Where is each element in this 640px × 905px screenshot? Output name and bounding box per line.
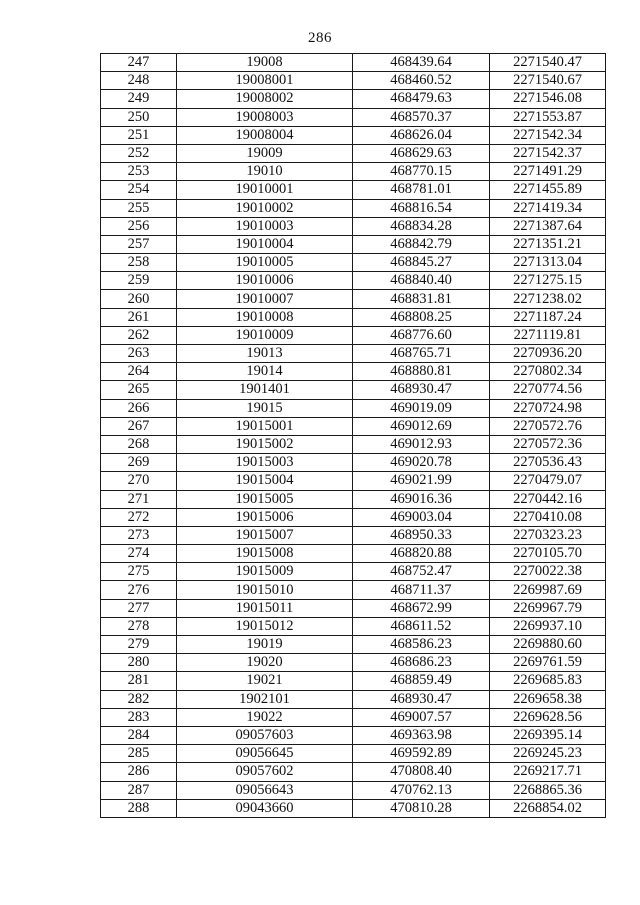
y-coordinate-cell: 2271540.67 (490, 72, 606, 90)
table-row (101, 308, 606, 326)
point-id-cell: 19008 (177, 54, 353, 72)
y-coordinate-cell: 2269937.10 (490, 617, 606, 635)
table-row (101, 581, 606, 599)
y-coordinate-cell: 2270936.20 (490, 345, 606, 363)
table-row (101, 636, 606, 654)
table-row (101, 454, 606, 472)
y-coordinate-cell: 2271540.47 (490, 54, 606, 72)
x-coordinate-cell: 468765.71 (353, 345, 490, 363)
y-coordinate-cell: 2271455.89 (490, 181, 606, 199)
x-coordinate-cell: 470808.40 (353, 763, 490, 781)
x-coordinate-cell: 468439.64 (353, 54, 490, 72)
table-row (101, 472, 606, 490)
row-index-cell: 251 (101, 126, 177, 144)
x-coordinate-cell: 468686.23 (353, 654, 490, 672)
x-coordinate-cell: 469012.69 (353, 417, 490, 435)
y-coordinate-cell: 2270572.76 (490, 417, 606, 435)
point-id-cell: 19015011 (177, 599, 353, 617)
point-id-cell: 19014 (177, 363, 353, 381)
y-coordinate-cell: 2269245.23 (490, 745, 606, 763)
table-row (101, 799, 606, 817)
point-id-cell: 19013 (177, 345, 353, 363)
table-row (101, 272, 606, 290)
row-index-cell: 280 (101, 654, 177, 672)
row-index-cell: 262 (101, 326, 177, 344)
x-coordinate-cell: 469019.09 (353, 399, 490, 417)
y-coordinate-cell: 2271542.34 (490, 126, 606, 144)
x-coordinate-cell: 468834.28 (353, 217, 490, 235)
point-id-cell: 19010002 (177, 199, 353, 217)
x-coordinate-cell: 468859.49 (353, 672, 490, 690)
x-coordinate-cell: 468930.47 (353, 381, 490, 399)
table-row (101, 54, 606, 72)
row-index-cell: 258 (101, 254, 177, 272)
row-index-cell: 287 (101, 781, 177, 799)
row-index-cell: 273 (101, 526, 177, 544)
table-row (101, 235, 606, 253)
x-coordinate-cell: 469020.78 (353, 454, 490, 472)
row-index-cell: 284 (101, 726, 177, 744)
table-row (101, 290, 606, 308)
table-row (101, 617, 606, 635)
point-id-cell: 19015001 (177, 417, 353, 435)
x-coordinate-cell: 468842.79 (353, 235, 490, 253)
y-coordinate-cell: 2270774.56 (490, 381, 606, 399)
row-index-cell: 267 (101, 417, 177, 435)
table-row (101, 781, 606, 799)
y-coordinate-cell: 2271351.21 (490, 235, 606, 253)
x-coordinate-cell: 468845.27 (353, 254, 490, 272)
y-coordinate-cell: 2270022.38 (490, 563, 606, 581)
row-index-cell: 265 (101, 381, 177, 399)
y-coordinate-cell: 2269628.56 (490, 708, 606, 726)
row-index-cell: 257 (101, 235, 177, 253)
point-id-cell: 1902101 (177, 690, 353, 708)
point-id-cell: 19010 (177, 163, 353, 181)
table-row (101, 763, 606, 781)
point-id-cell: 19015003 (177, 454, 353, 472)
row-index-cell: 264 (101, 363, 177, 381)
table-row (101, 217, 606, 235)
x-coordinate-cell: 468586.23 (353, 636, 490, 654)
x-coordinate-cell: 468808.25 (353, 308, 490, 326)
y-coordinate-cell: 2268854.02 (490, 799, 606, 817)
y-coordinate-cell: 2271187.24 (490, 308, 606, 326)
table-row (101, 126, 606, 144)
table-body (101, 54, 606, 818)
point-id-cell: 09056643 (177, 781, 353, 799)
row-index-cell: 268 (101, 435, 177, 453)
x-coordinate-cell: 468776.60 (353, 326, 490, 344)
y-coordinate-cell: 2270323.23 (490, 526, 606, 544)
point-id-cell: 19010003 (177, 217, 353, 235)
point-id-cell: 1901401 (177, 381, 353, 399)
y-coordinate-cell: 2269880.60 (490, 636, 606, 654)
y-coordinate-cell: 2271238.02 (490, 290, 606, 308)
table-row (101, 381, 606, 399)
point-id-cell: 19010006 (177, 272, 353, 290)
table-row (101, 363, 606, 381)
point-id-cell: 19015009 (177, 563, 353, 581)
y-coordinate-cell: 2271387.64 (490, 217, 606, 235)
table-row (101, 254, 606, 272)
row-index-cell: 247 (101, 54, 177, 72)
row-index-cell: 252 (101, 144, 177, 162)
table-row (101, 345, 606, 363)
x-coordinate-cell: 470762.13 (353, 781, 490, 799)
point-id-cell: 19019 (177, 636, 353, 654)
x-coordinate-cell: 469592.89 (353, 745, 490, 763)
point-id-cell: 19008004 (177, 126, 353, 144)
y-coordinate-cell: 2271491.29 (490, 163, 606, 181)
y-coordinate-cell: 2269395.14 (490, 726, 606, 744)
y-coordinate-cell: 2270442.16 (490, 490, 606, 508)
point-id-cell: 19010005 (177, 254, 353, 272)
point-id-cell: 19008003 (177, 108, 353, 126)
y-coordinate-cell: 2271313.04 (490, 254, 606, 272)
x-coordinate-cell: 468880.81 (353, 363, 490, 381)
row-index-cell: 282 (101, 690, 177, 708)
point-id-cell: 19015004 (177, 472, 353, 490)
y-coordinate-cell: 2271542.37 (490, 144, 606, 162)
table-row (101, 163, 606, 181)
table-row (101, 654, 606, 672)
y-coordinate-cell: 2270479.07 (490, 472, 606, 490)
row-index-cell: 266 (101, 399, 177, 417)
row-index-cell: 260 (101, 290, 177, 308)
x-coordinate-cell: 468816.54 (353, 199, 490, 217)
y-coordinate-cell: 2270802.34 (490, 363, 606, 381)
row-index-cell: 271 (101, 490, 177, 508)
coordinates-table-container (100, 53, 605, 818)
row-index-cell: 276 (101, 581, 177, 599)
point-id-cell: 19015002 (177, 435, 353, 453)
row-index-cell: 288 (101, 799, 177, 817)
row-index-cell: 261 (101, 308, 177, 326)
y-coordinate-cell: 2271419.34 (490, 199, 606, 217)
x-coordinate-cell: 468611.52 (353, 617, 490, 635)
x-coordinate-cell: 468626.04 (353, 126, 490, 144)
point-id-cell: 19010008 (177, 308, 353, 326)
x-coordinate-cell: 470810.28 (353, 799, 490, 817)
x-coordinate-cell: 468840.40 (353, 272, 490, 290)
point-id-cell: 09057602 (177, 763, 353, 781)
table-row (101, 490, 606, 508)
row-index-cell: 256 (101, 217, 177, 235)
y-coordinate-cell: 2270105.70 (490, 545, 606, 563)
table-row (101, 726, 606, 744)
x-coordinate-cell: 468781.01 (353, 181, 490, 199)
x-coordinate-cell: 468752.47 (353, 563, 490, 581)
row-index-cell: 272 (101, 508, 177, 526)
table-row (101, 526, 606, 544)
row-index-cell: 259 (101, 272, 177, 290)
point-id-cell: 19020 (177, 654, 353, 672)
y-coordinate-cell: 2271119.81 (490, 326, 606, 344)
point-id-cell: 19015007 (177, 526, 353, 544)
row-index-cell: 281 (101, 672, 177, 690)
point-id-cell: 19015006 (177, 508, 353, 526)
row-index-cell: 250 (101, 108, 177, 126)
x-coordinate-cell: 469016.36 (353, 490, 490, 508)
row-index-cell: 277 (101, 599, 177, 617)
x-coordinate-cell: 468570.37 (353, 108, 490, 126)
y-coordinate-cell: 2269987.69 (490, 581, 606, 599)
row-index-cell: 285 (101, 745, 177, 763)
x-coordinate-cell: 469012.93 (353, 435, 490, 453)
x-coordinate-cell: 469021.99 (353, 472, 490, 490)
table-row (101, 672, 606, 690)
table-row (101, 599, 606, 617)
point-id-cell: 19021 (177, 672, 353, 690)
point-id-cell: 19015 (177, 399, 353, 417)
point-id-cell: 19022 (177, 708, 353, 726)
point-id-cell: 19008001 (177, 72, 353, 90)
x-coordinate-cell: 468930.47 (353, 690, 490, 708)
point-id-cell: 19009 (177, 144, 353, 162)
row-index-cell: 283 (101, 708, 177, 726)
row-index-cell: 249 (101, 90, 177, 108)
point-id-cell: 19008002 (177, 90, 353, 108)
point-id-cell: 19010007 (177, 290, 353, 308)
coordinates-table (100, 53, 606, 818)
x-coordinate-cell: 468950.33 (353, 526, 490, 544)
x-coordinate-cell: 468831.81 (353, 290, 490, 308)
point-id-cell: 19010001 (177, 181, 353, 199)
table-row (101, 199, 606, 217)
table-row (101, 399, 606, 417)
y-coordinate-cell: 2271275.15 (490, 272, 606, 290)
y-coordinate-cell: 2269658.38 (490, 690, 606, 708)
x-coordinate-cell: 469363.98 (353, 726, 490, 744)
point-id-cell: 19015005 (177, 490, 353, 508)
table-row (101, 417, 606, 435)
row-index-cell: 253 (101, 163, 177, 181)
point-id-cell: 09043660 (177, 799, 353, 817)
row-index-cell: 286 (101, 763, 177, 781)
x-coordinate-cell: 468460.52 (353, 72, 490, 90)
y-coordinate-cell: 2269217.71 (490, 763, 606, 781)
table-row (101, 563, 606, 581)
point-id-cell: 19010004 (177, 235, 353, 253)
point-id-cell: 19015012 (177, 617, 353, 635)
point-id-cell: 19015008 (177, 545, 353, 563)
x-coordinate-cell: 468672.99 (353, 599, 490, 617)
y-coordinate-cell: 2270724.98 (490, 399, 606, 417)
table-row (101, 108, 606, 126)
point-id-cell: 19015010 (177, 581, 353, 599)
table-row (101, 508, 606, 526)
x-coordinate-cell: 469007.57 (353, 708, 490, 726)
row-index-cell: 248 (101, 72, 177, 90)
table-row (101, 545, 606, 563)
y-coordinate-cell: 2270410.08 (490, 508, 606, 526)
table-row (101, 90, 606, 108)
table-row (101, 690, 606, 708)
row-index-cell: 279 (101, 636, 177, 654)
y-coordinate-cell: 2270572.36 (490, 435, 606, 453)
point-id-cell: 09056645 (177, 745, 353, 763)
table-row (101, 326, 606, 344)
x-coordinate-cell: 469003.04 (353, 508, 490, 526)
page-number: 286 (308, 30, 332, 46)
y-coordinate-cell: 2268865.36 (490, 781, 606, 799)
x-coordinate-cell: 468711.37 (353, 581, 490, 599)
row-index-cell: 270 (101, 472, 177, 490)
row-index-cell: 263 (101, 345, 177, 363)
x-coordinate-cell: 468479.63 (353, 90, 490, 108)
x-coordinate-cell: 468770.15 (353, 163, 490, 181)
row-index-cell: 255 (101, 199, 177, 217)
y-coordinate-cell: 2270536.43 (490, 454, 606, 472)
table-row (101, 745, 606, 763)
point-id-cell: 09057603 (177, 726, 353, 744)
y-coordinate-cell: 2269761.59 (490, 654, 606, 672)
table-row (101, 181, 606, 199)
row-index-cell: 274 (101, 545, 177, 563)
y-coordinate-cell: 2269685.83 (490, 672, 606, 690)
table-row (101, 708, 606, 726)
x-coordinate-cell: 468629.63 (353, 144, 490, 162)
y-coordinate-cell: 2271553.87 (490, 108, 606, 126)
table-row (101, 144, 606, 162)
y-coordinate-cell: 2269967.79 (490, 599, 606, 617)
point-id-cell: 19010009 (177, 326, 353, 344)
row-index-cell: 269 (101, 454, 177, 472)
y-coordinate-cell: 2271546.08 (490, 90, 606, 108)
table-row (101, 72, 606, 90)
table-row (101, 435, 606, 453)
row-index-cell: 254 (101, 181, 177, 199)
row-index-cell: 275 (101, 563, 177, 581)
x-coordinate-cell: 468820.88 (353, 545, 490, 563)
row-index-cell: 278 (101, 617, 177, 635)
